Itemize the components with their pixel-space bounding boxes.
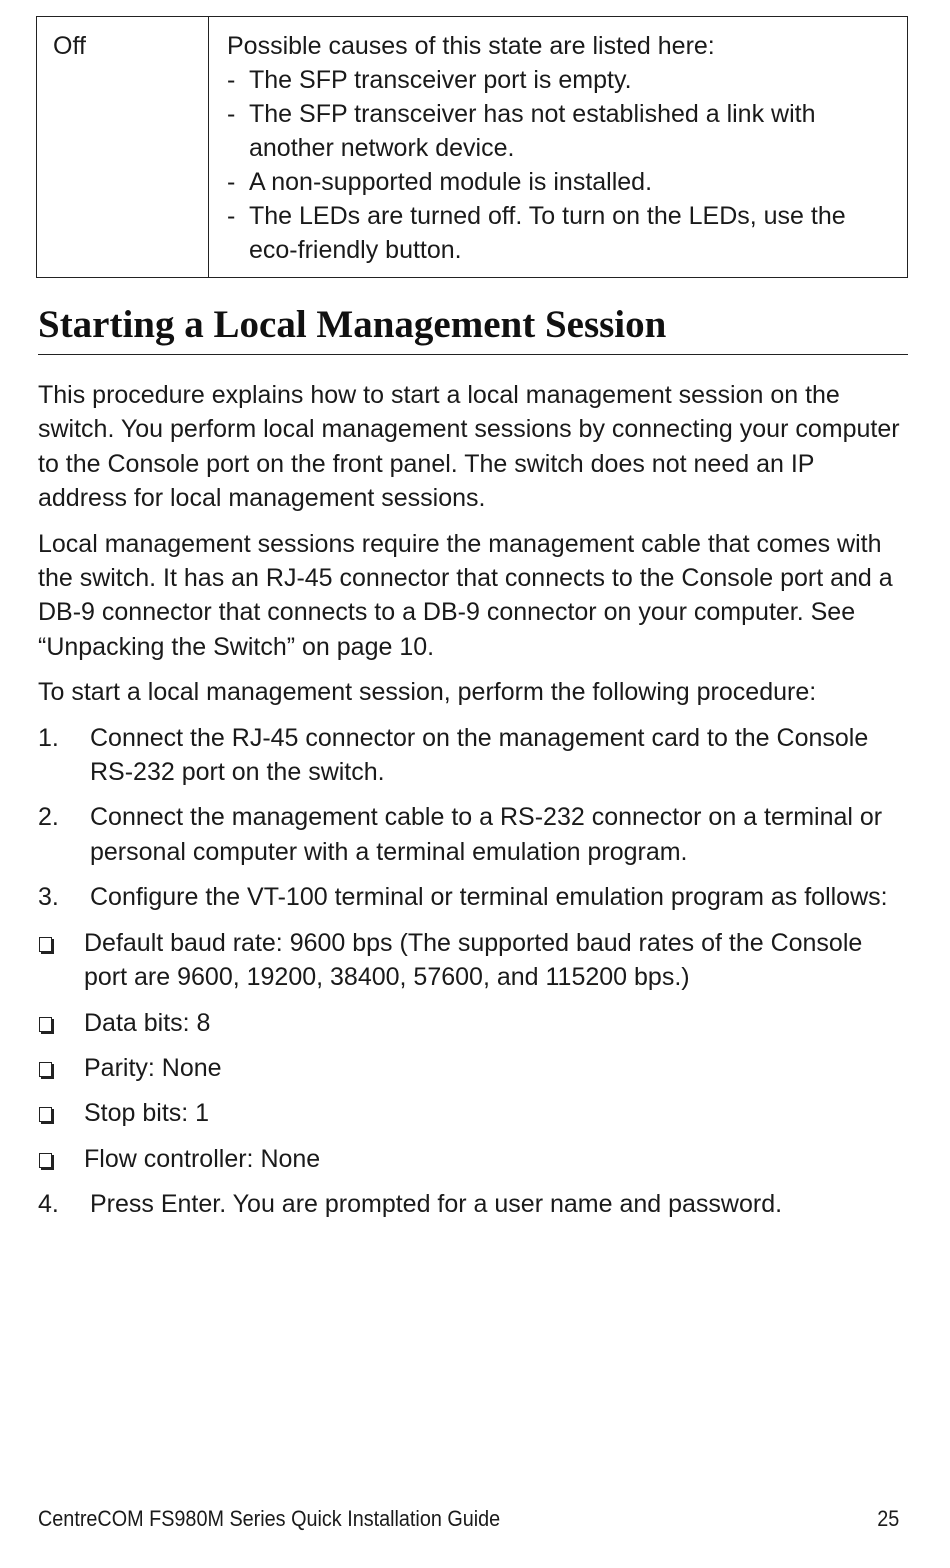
setting-item (38, 1051, 908, 1085)
cause-text: The LEDs are turned off. To turn on the LEDs, use the eco-friendly button. (249, 202, 846, 264)
paragraph: This procedure explains how to start a local management session on the switch. You perform local management sessions by connecting your computer to the Console port on the front panel. The switch does not need an IP address for local management sessions. (38, 381, 900, 513)
step-number: 1. (38, 723, 59, 752)
cause-item (227, 165, 897, 199)
setting-text: Default baud rate: 9600 bps (The supported baud rates of the Console port are 9600, 19200, 38400, 57600, and 115200 bps.) (84, 928, 863, 992)
setting-item (38, 926, 908, 995)
step-number: 3. (38, 883, 59, 912)
cause-item (227, 97, 897, 165)
setting-text: Parity: None (84, 1053, 222, 1082)
step-number: 2. (38, 803, 59, 832)
paragraph: To start a local management session, perform the following procedure: (38, 678, 817, 707)
cause-item (227, 63, 897, 97)
step-item (38, 1187, 908, 1221)
setting-text: Data bits: 8 (84, 1008, 211, 1037)
step-item (38, 721, 908, 790)
step-text: Press Enter. You are prompted for a user name and password. (90, 1190, 783, 1219)
box-bullet-icon (38, 926, 84, 995)
cause-text: The SFP transceiver port is empty. (249, 66, 632, 94)
box-bullet-icon (38, 1142, 84, 1176)
setting-text: Stop bits: 1 (84, 1099, 210, 1128)
section-body (38, 378, 908, 1233)
paragraph: Local management sessions require the management cable that comes with the switch. It has an RJ-45 connector that connects to the Console port and a DB-9 connector that connects to a DB-9 connector on your computer. See “Unpacking the Switch” on page 10. (38, 529, 893, 661)
box-bullet-icon (38, 1096, 84, 1130)
led-status-table (36, 16, 908, 278)
led-description-intro: Possible causes of this state are listed here: (227, 32, 715, 60)
dash-marker: - (227, 168, 236, 196)
section-heading: Starting a Local Management Session (38, 300, 908, 355)
dash-marker: - (227, 202, 236, 230)
step-number: 4. (38, 1190, 59, 1219)
cause-text: A non-supported module is installed. (249, 168, 653, 196)
setting-item (38, 1142, 908, 1176)
step-text: Configure the VT-100 terminal or terminal emulation program as follows: (90, 883, 888, 912)
cause-item (227, 199, 897, 267)
step-text: Connect the RJ-45 connector on the management card to the Console RS-232 port on the switch. (90, 723, 869, 787)
step-item (38, 880, 908, 914)
cause-text: The SFP transceiver has not established a link with another network device. (249, 100, 816, 162)
step-text: Connect the management cable to a RS-232 connector on a terminal or personal computer with a terminal emulation program. (90, 803, 883, 866)
setting-text: Flow controller: None (84, 1144, 321, 1173)
led-description-cell (209, 17, 907, 277)
setting-item (38, 1006, 908, 1040)
guide-title: CentreCOM FS980M Series Quick Installation Guide (38, 1506, 501, 1531)
led-state-cell: Off (37, 17, 209, 277)
setting-item (38, 1096, 908, 1130)
dash-marker: - (227, 66, 236, 94)
page-number: 25 (877, 1506, 900, 1531)
box-bullet-icon (38, 1006, 84, 1040)
dash-marker: - (227, 100, 236, 128)
step-item (38, 800, 908, 869)
page-footer (38, 1506, 899, 1532)
box-bullet-icon (38, 1051, 84, 1085)
